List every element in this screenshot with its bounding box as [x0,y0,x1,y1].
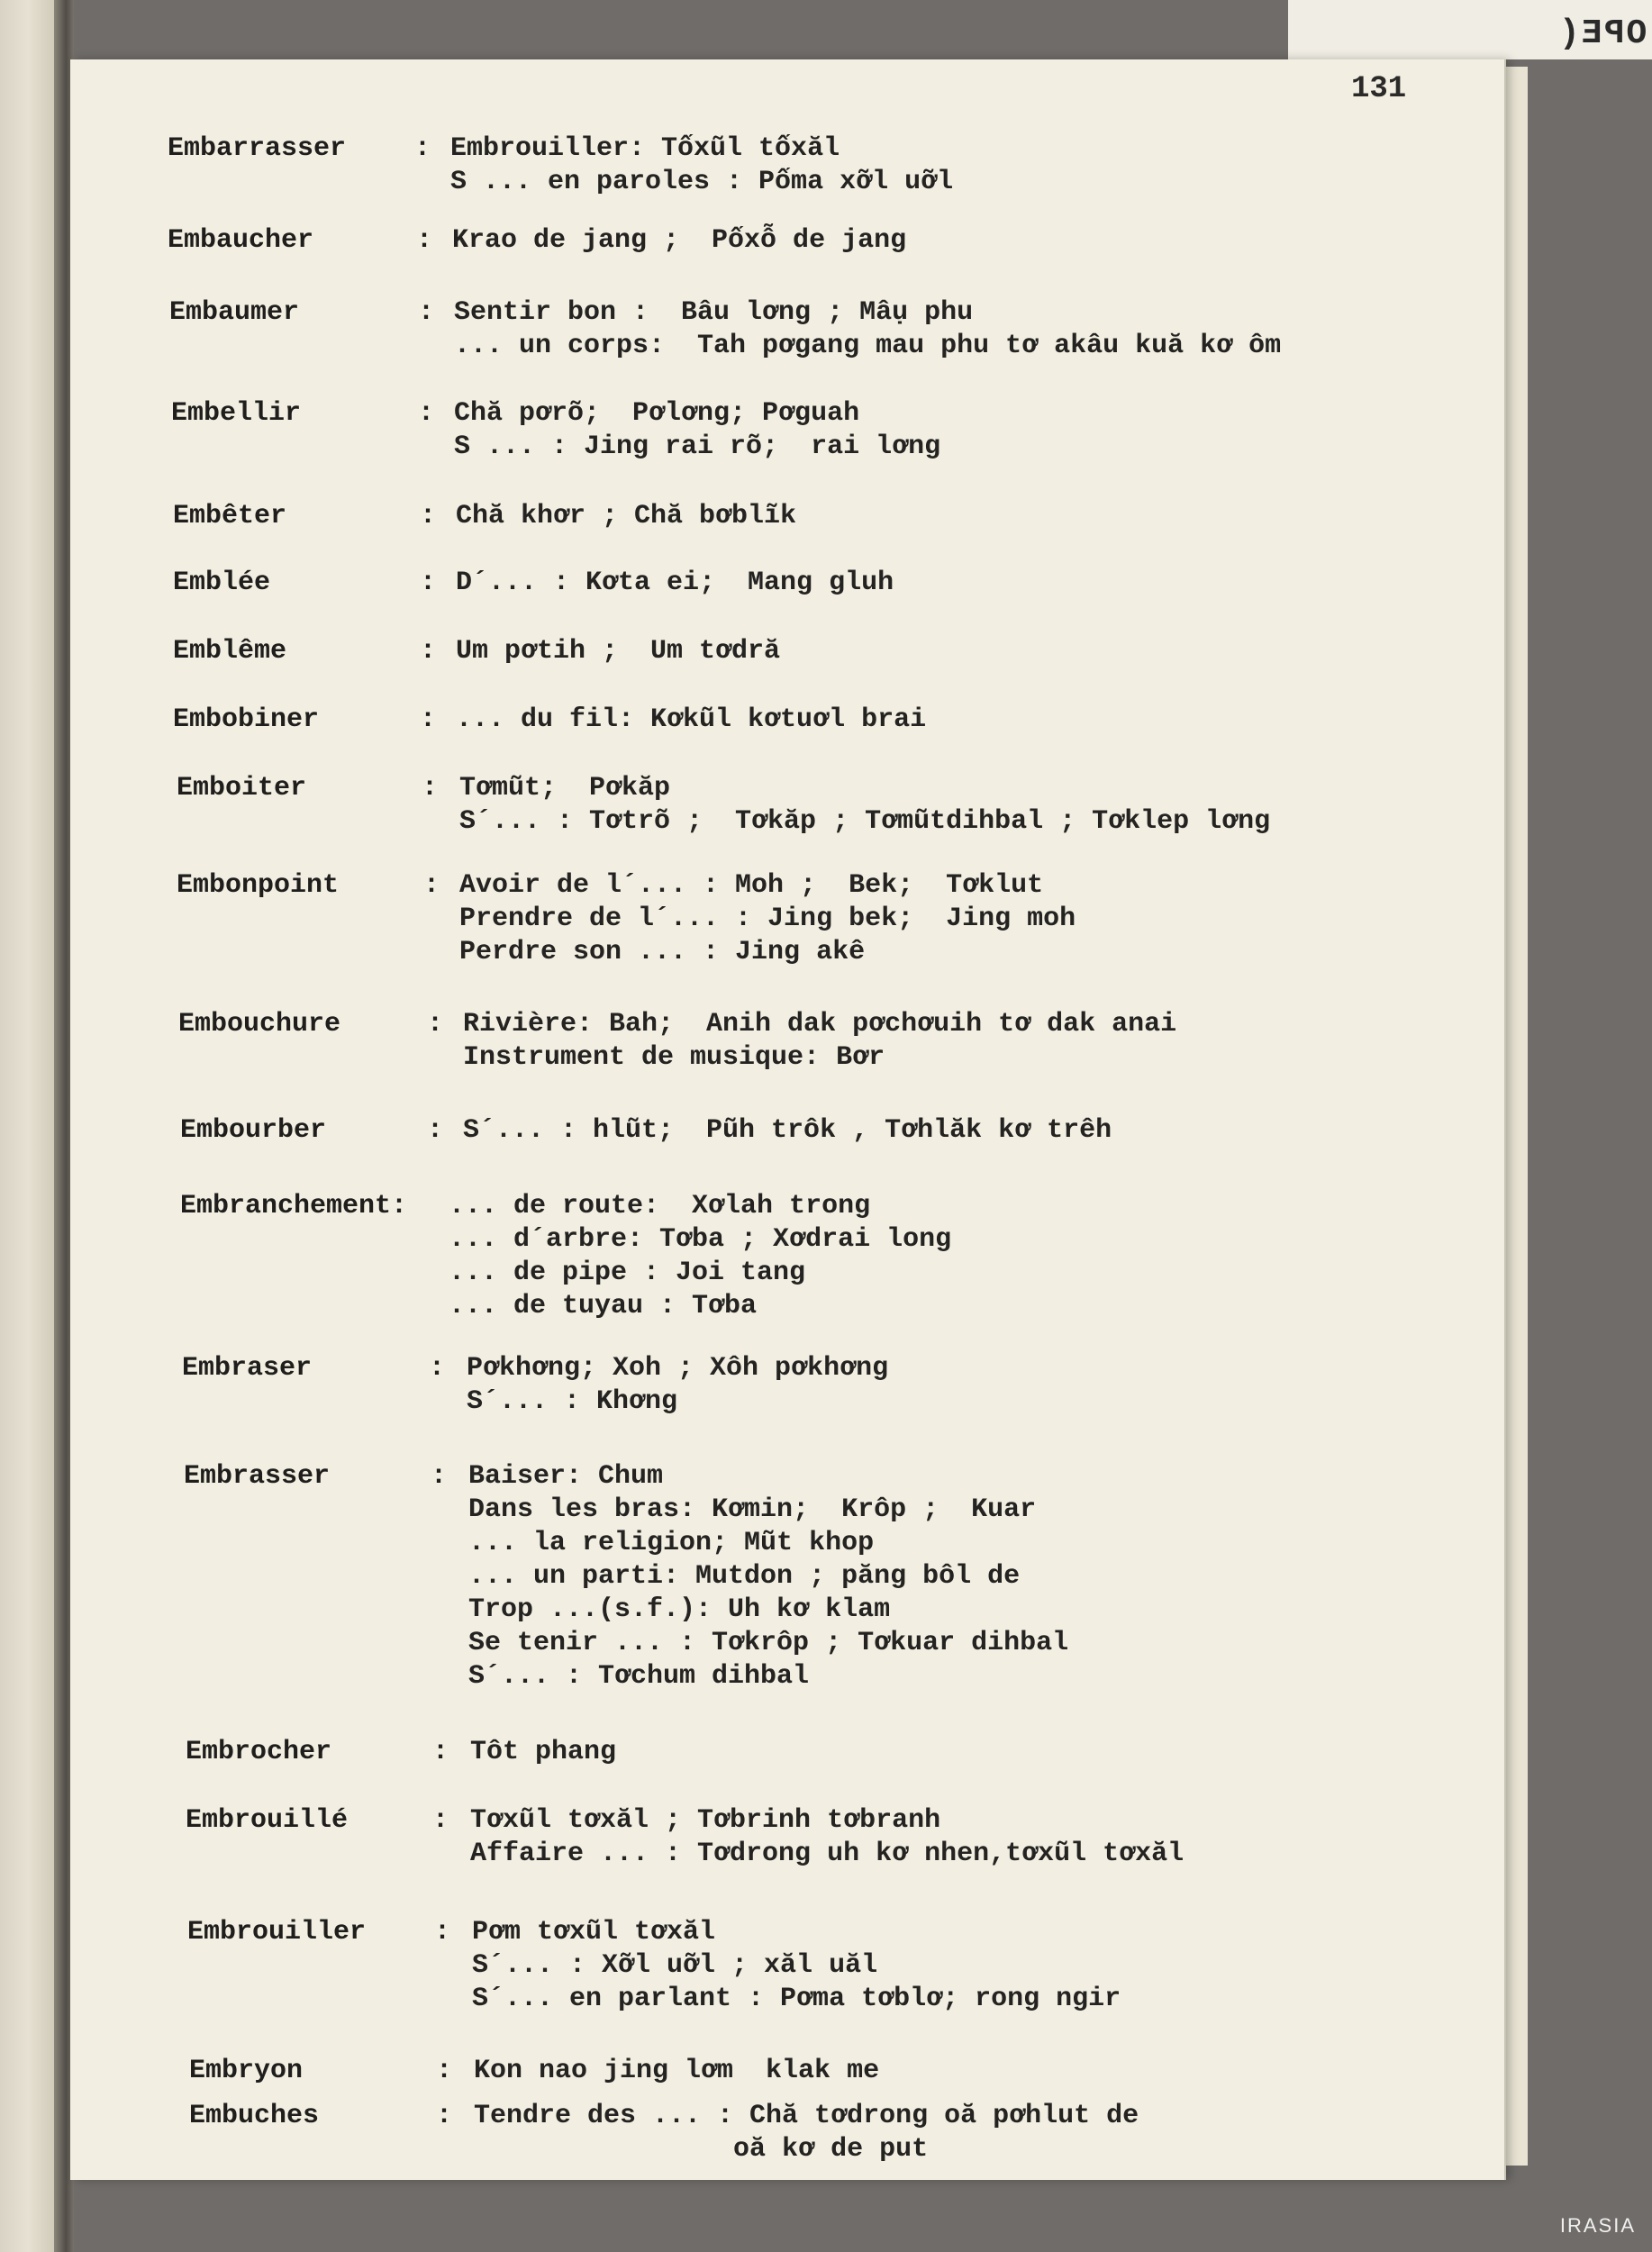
entry-headword: Emblême [173,636,287,667]
entry-headword: Embourber [180,1115,327,1146]
entry-definition-line: Affaire ... : Tơdrong uh kơ nhen,tơxũl tơxăl [470,1839,1185,1869]
entry-definition-line: Sentir bon : Bâu lơng ; Mâụ phu [454,297,974,328]
entry-definition-line: Tơxũl tơxăl ; Tơbrinh tơbranh [470,1805,941,1836]
entry-headword: Emblée [173,568,271,598]
entry-definition-line: ... un corps: Tah pơgang mau phu tơ akâu kuă kơ ôm [454,331,1282,361]
entry-headword: Embobiner [173,704,320,735]
entry-definition-line: ... de route: Xơlah trong [449,1191,871,1221]
entry-definition-line: S´... : Khơng [467,1386,678,1417]
entry-definition-line: Tendre des ... : Chă tơdrong oă pơhlut de [474,2101,1139,2131]
entry-definition-line: Embrouiller: Tốxũl tốxăl [450,133,840,164]
entry-separator: : [420,636,437,667]
entry-definition-line: Perdre son ... : Jing akê [459,937,866,967]
entry-separator: : [416,225,433,256]
entry-definition-line: ... du fil: Kơkũl kơtuơl brai [456,704,927,735]
entry-definition-line: Dans les bras: Kơmin; Krôp ; Kuar [468,1494,1037,1525]
entry-separator: : [418,398,435,429]
entry-definition-line: S´... : Xỡl uỡl ; xăl uăl [472,1950,878,1981]
entry-definition-line: oă kơ de put [474,2134,929,2165]
entry-definition-line: ... la religion; Mũt khop [468,1528,875,1558]
entry-headword: Embaucher [168,225,314,256]
entry-headword: Embrasser [184,1461,331,1492]
entry-headword: Embellir [171,398,302,429]
entry-definition-line: S´... : hlũt; Pũh trôk , Tơhlăk kơ trêh [463,1115,1112,1146]
entry-headword: Embouchure [178,1009,341,1040]
entry-separator: : [420,501,437,531]
entry-headword: Embarrasser [168,133,347,164]
entry-headword: Embêter [173,501,287,531]
entry-definition-line: ... d´arbre: Tơba ; Xơdrai long [449,1224,952,1255]
entry-headword: Embraser [182,1353,313,1384]
entry-definition-line: Kon nao jing lơm klak me [474,2056,880,2086]
entry-separator: : [432,1737,449,1767]
entry-definition-line: S ... en paroles : Pốma xỡl uỡl [450,167,954,197]
entry-headword: Embonpoint [177,870,340,901]
entry-separator: : [434,1917,451,1948]
entry-separator: : [436,2056,453,2086]
entry-headword: Embranchement: [180,1191,408,1221]
entry-definition-line: S´... : Tơchum dihbal [468,1661,810,1692]
entry-definition-line: Chă pơrõ; Pơlơng; Pơguah [454,398,860,429]
entry-definition-line: ... de pipe : Joi tang [449,1258,806,1288]
entry-definition-line: Prendre de l´... : Jing bek; Jing moh [459,904,1076,934]
entry-separator: : [423,870,440,901]
watermark: IRASIA [1559,2214,1636,2237]
entry-headword: Embrouillé [186,1805,349,1836]
entry-definition-line: Krao de jang ; Pốxỗ de jang [452,225,907,256]
entry-separator: : [429,1353,446,1384]
entry-separator: : [427,1009,444,1040]
entry-separator: : [420,568,437,598]
entry-separator: : [418,297,435,328]
entry-headword: Embrouiller [187,1917,367,1948]
entry-separator: : [432,1805,449,1836]
entry-definition-line: S ... : Jing rai rõ; rai lơng [454,431,941,462]
entry-definition-line: ... de tuyau : Tơba [449,1291,758,1321]
entry-definition-line: Baiser: Chum [468,1461,664,1492]
corner-mark: OPE( [1557,14,1647,53]
entry-definition-line: D´... : Kơta ei; Mang gluh [456,568,894,598]
entry-definition-line: Um pơtih ; Um tơdră [456,636,781,667]
page-number: 131 [1351,72,1407,106]
entry-definition-line: S´... en parlant : Pơma tơblơ; rong ngir [472,1984,1121,2014]
entry-headword: Emboiter [177,773,307,804]
entry-headword: Embuches [189,2101,320,2131]
entry-headword: Embryon [189,2056,304,2086]
entry-definition-line: ... un parti: Mutdon ; păng bôl de [468,1561,1021,1592]
entry-definition-line: Avoir de l´... : Moh ; Bek; Tơklut [459,870,1044,901]
entry-separator: : [427,1115,444,1146]
entry-headword: Embaumer [169,297,300,328]
entry-definition-line: Se tenir ... : Tơkrôp ; Tơkuar dihbal [468,1628,1069,1658]
entry-separator: : [436,2101,453,2131]
entry-definition-line: Pơkhơng; Xoh ; Xôh pơkhơng [467,1353,889,1384]
entry-definition-line: Tơmũt; Pơkăp [459,773,671,804]
entry-definition-line: Trop ...(s.f.): Uh kơ klam [468,1594,891,1625]
entry-separator: : [431,1461,448,1492]
entry-definition-line: Pơm tơxũl tơxăl [472,1917,716,1948]
entry-definition-line: Rivière: Bah; Anih dak pơchơuih tơ dak anai [463,1009,1177,1040]
entry-separator: : [420,704,437,735]
entry-definition-line: S´... : Tơtrõ ; Tơkăp ; Tơmũtdihbal ; Tơklep lơng [459,806,1271,837]
entry-definition-line: Tôt phang [470,1737,617,1767]
entry-headword: Embrocher [186,1737,332,1767]
entry-definition-line: Instrument de musique: Bơr [463,1042,885,1073]
entry-separator: : [414,133,431,164]
entry-definition-line: Chă khơr ; Chă bơblĩk [456,501,797,531]
entry-separator: : [422,773,439,804]
